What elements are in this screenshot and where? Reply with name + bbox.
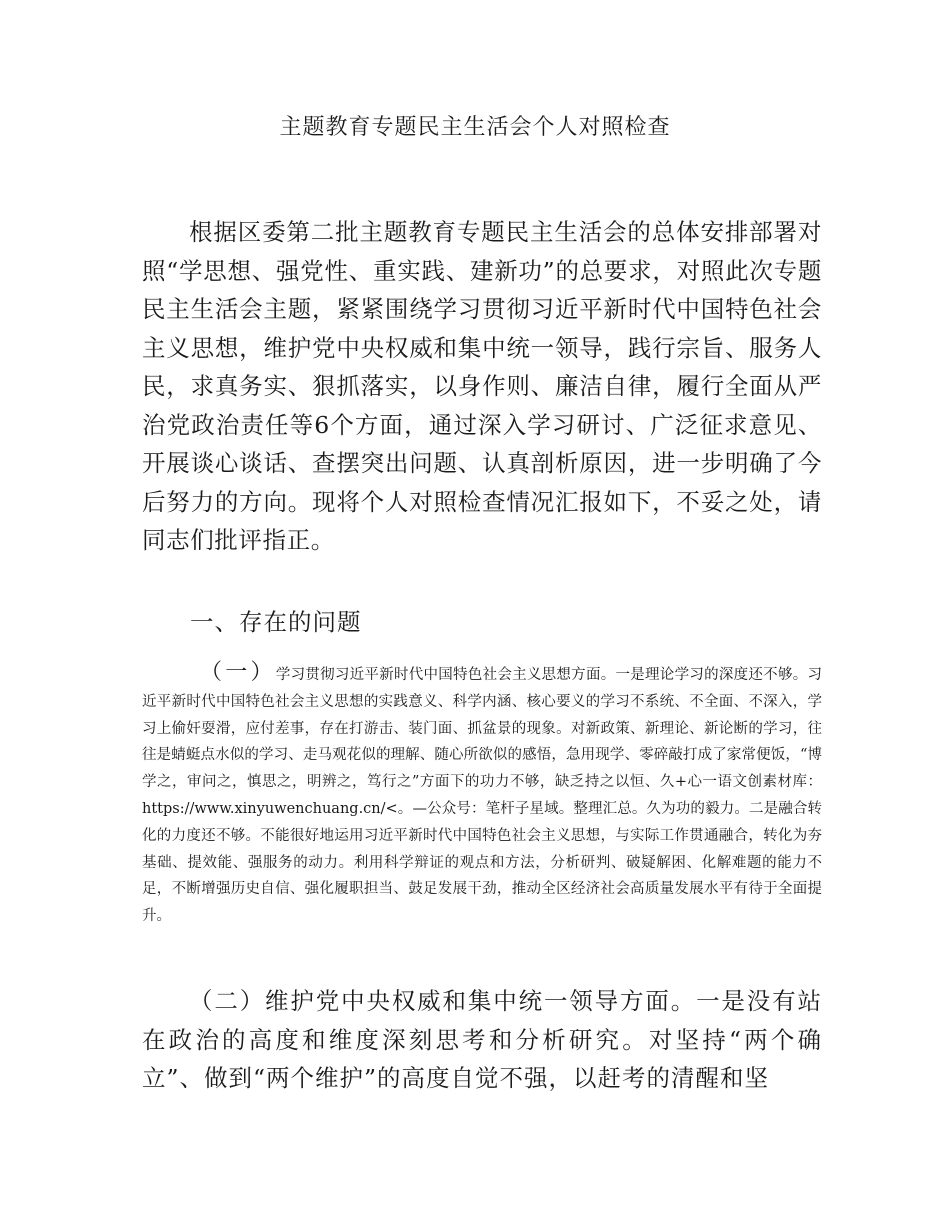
- intro-paragraph: 根据区委第二批主题教育专题民主生活会的总体安排部署对照“学思想、强党性、重实践、建新功”的总要求，对照此次专题民主生活会主题，紧紧围绕学习贯彻习近平新时代中国特色社会主义思想，维护党中央权威和集中统一领导，践行宗旨、服务人民，求真务实、狠抓落实，以身作则、廉洁自律，履行全面从严治党政治责任等6个方面，通过深入学习研讨、广泛征求意见、开展谈心谈话、查摆突出问题、认真剖析原因，进一步明确了今后努力的方向。现将个人对照检查情况汇报如下，不妥之处，请同志们批评指正。: [142, 218, 822, 554]
- section-heading: 一、存在的问题: [190, 608, 362, 636]
- issue-1-label: （一）: [200, 660, 276, 685]
- issue-1-text: 学习贯彻习近平新时代中国特色社会主义思想方面。一是理论学习的深度还不够。习近平新时代中国特色社会主义思想的实践意义、科学内涵、核心要义的学习不系统、不全面、不深入，学习上偷奸耍滑，应付差事，存在打游击、装门面、抓盆景的现象。对新政策、新理论、新论断的学习，往往是蜻蜓点水似的学习、走马观花似的理解、随心所欲似的感悟，急用现学、零碎敲打成了家常便饭，“博学之，审问之，慎思之，明辨之，笃行之”方面下的功力不够，缺乏持之以恒、久+心一语文创素材库：https://www.xinyuwenchuang.cn/<。—公众号：笔杆子星域。整理汇总。久为功的毅力。二是融合转化的力度还不够。不能很好地运用习近平新时代中国特色社会主义思想，与实际工作贯通融合，转化为夯基础、提效能、强服务的动力。利用科学辩证的观点和方法，分析研判、破疑解困、化解难题的能力不足，不断增强历史自信、强化履职担当、鼓足发展干劲，推动全区经济社会高质量发展水平有待于全面提升。: [142, 667, 822, 925]
- issue-paragraph-1: [142, 660, 822, 930]
- issue-paragraph-2: （二）维护党中央权威和集中统一领导方面。一是没有站在政治的高度和维度深刻思考和分析研究。对坚持“两个确立”、做到“两个维护”的高度自觉不强，以赶考的清醒和坚: [142, 987, 822, 1092]
- document-title: 主题教育专题民主生活会个人对照检查: [279, 115, 671, 140]
